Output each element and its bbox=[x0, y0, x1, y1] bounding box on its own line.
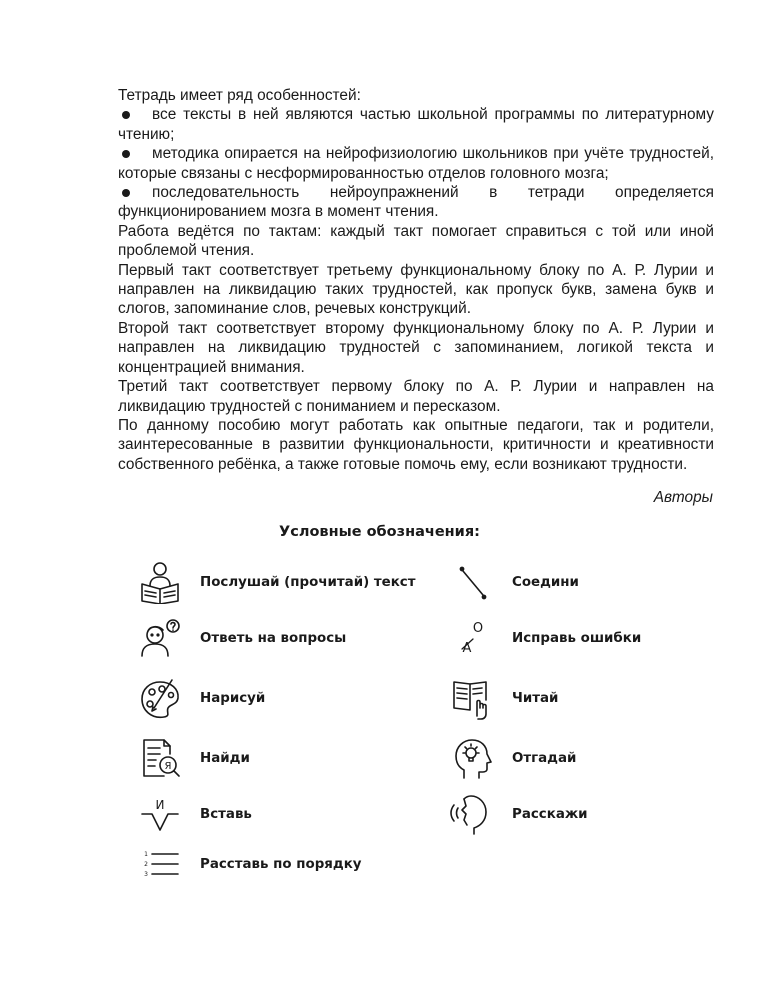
legend-item-fix bbox=[450, 616, 641, 660]
legend-label: Читай bbox=[512, 690, 559, 706]
legend-item-listen bbox=[138, 560, 416, 604]
legend-label: Исправь ошибки bbox=[512, 630, 642, 646]
search-document-icon bbox=[138, 736, 182, 780]
svg-text:О: О bbox=[472, 621, 484, 636]
legend-label: Найди bbox=[200, 750, 250, 766]
insert-mark-icon bbox=[138, 792, 182, 836]
svg-text:И: И bbox=[155, 798, 165, 812]
head-idea-icon bbox=[450, 736, 494, 780]
intro-lead: Тетрадь имеет ряд особенностей: bbox=[118, 87, 361, 104]
legend-item-find bbox=[138, 736, 250, 780]
question-person-icon bbox=[138, 616, 182, 660]
legend-label: Отгадай bbox=[512, 750, 577, 766]
bullet-item: все тексты в ней являются частью школьной программы по литературному чтению; bbox=[118, 106, 714, 143]
legend-item-order bbox=[138, 842, 362, 886]
connect-line-icon bbox=[450, 560, 494, 604]
paragraph: По данному пособию могут работать как опытные педагоги, так и родители, заинтересованные в развитии функциональности, критичности и креативности собственного ребёнка, а также готовые помочь ему, если возникают трудности. bbox=[118, 416, 714, 473]
paragraph: Третий такт соответствует первому блоку по А. Р. Лурии и направлен на ликвидацию трудностей с пониманием и пересказом. bbox=[118, 378, 714, 415]
legend-label: Расставь по порядку bbox=[200, 856, 362, 872]
bullet-dot bbox=[122, 189, 130, 197]
palette-icon bbox=[138, 676, 182, 720]
author-signature: Авторы bbox=[653, 489, 713, 506]
legend-item-tell bbox=[450, 792, 588, 836]
legend-item-answer bbox=[138, 616, 346, 660]
legend-label: Соедини bbox=[512, 574, 579, 590]
bullet-item: последовательность нейроупражнений в тетради определяется функционированием мозга в момент чтения. bbox=[118, 184, 714, 221]
legend-label: Нарисуй bbox=[200, 690, 266, 706]
paragraph: Второй такт соответствует второму функциональному блоку по А. Р. Лурии и направлен на ликвидацию трудностей с запоминанием, логикой текста и концентрацией внимания. bbox=[118, 319, 714, 376]
legend-item-read bbox=[450, 676, 558, 720]
legend-item-guess bbox=[450, 736, 576, 780]
intro-text bbox=[118, 86, 714, 474]
svg-text:3: 3 bbox=[144, 871, 148, 878]
legend-label: Ответь на вопросы bbox=[200, 630, 347, 646]
legend-label: Расскажи bbox=[512, 806, 588, 822]
svg-text:А: А bbox=[462, 641, 472, 656]
legend-item-connect bbox=[450, 560, 579, 604]
svg-text:2: 2 bbox=[144, 861, 148, 868]
legend-title: Условные обозначения: bbox=[279, 524, 480, 540]
legend-label: Послушай (прочитай) текст bbox=[200, 574, 416, 590]
fix-error-icon bbox=[450, 616, 494, 660]
book-read-icon bbox=[450, 676, 494, 720]
listen-reader-icon bbox=[138, 560, 182, 604]
legend-item-insert bbox=[138, 792, 252, 836]
svg-text:Я: Я bbox=[164, 761, 172, 772]
speaking-head-icon bbox=[450, 792, 494, 836]
svg-text:1: 1 bbox=[144, 851, 148, 858]
paragraph: Работа ведётся по тактам: каждый такт помогает справиться с той или иной проблемой чтения. bbox=[118, 222, 714, 260]
bullet-item: методика опирается на нейрофизиологию школьников при учёте трудностей, которые связаны с несформированностью отделов головного мозга; bbox=[118, 145, 714, 182]
paragraph: Первый такт соответствует третьему функциональному блоку по А. Р. Лурии и направлен на ликвидацию таких трудностей, как пропуск букв, замена букв и слогов, запоминание слов, речевых конструкций. bbox=[118, 261, 714, 318]
numbered-list-icon bbox=[138, 842, 182, 886]
legend-item-draw bbox=[138, 676, 265, 720]
legend-label: Вставь bbox=[200, 806, 252, 822]
